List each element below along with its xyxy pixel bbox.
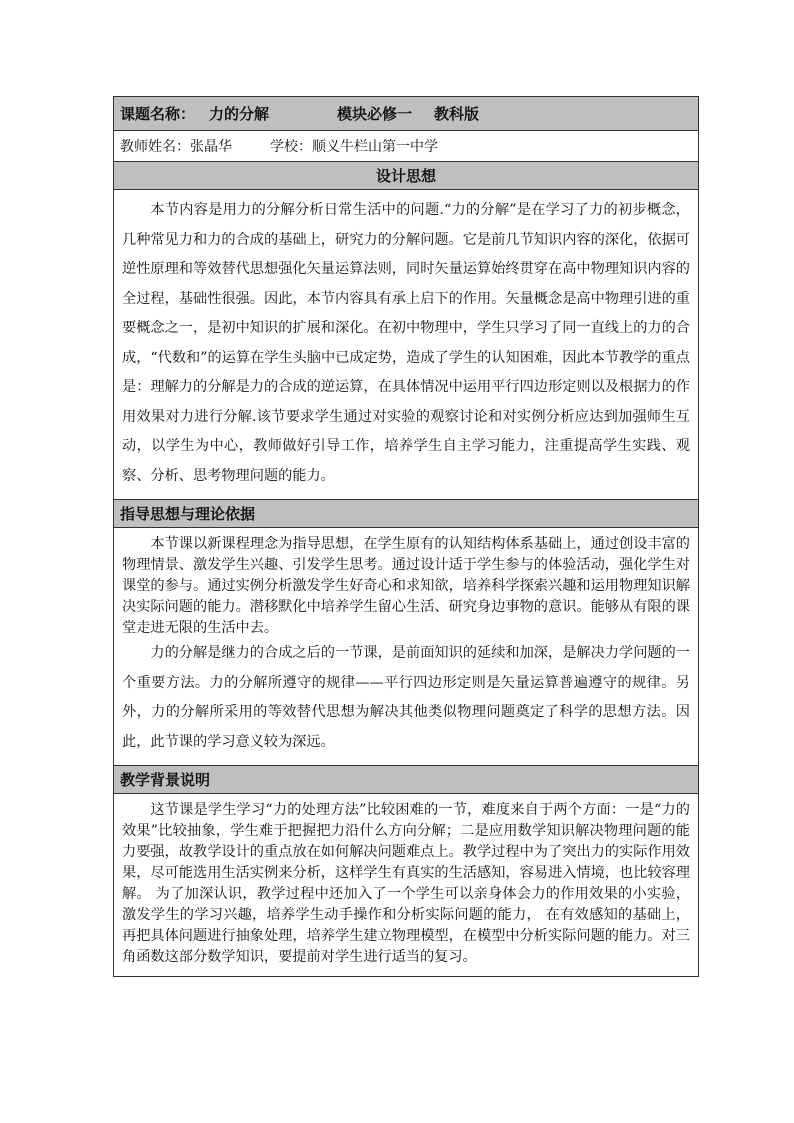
lesson-plan-table xyxy=(113,96,699,977)
guiding-paragraph-2: 力的分解是继力的合成之后的一节课，是前面知识的延续和加深，是解决力学问题的一个重要方法。力的分解所遵守的规律——平行四边形定则是矢量运算普遍遵守的规律。另外，力的分解所采用的等效替代思想为解决其他类似物理问题奠定了科学的思想方法。因此，此节课的学习意义较为深远。 xyxy=(122,645,690,750)
background-section-heading xyxy=(114,766,698,794)
background-section-body xyxy=(114,794,698,976)
guiding-section-heading xyxy=(114,500,698,528)
teacher-row xyxy=(114,131,698,162)
guiding-section-title: 指导思想与理论依据 xyxy=(120,505,256,523)
school-label: 学校： xyxy=(270,139,312,155)
guiding-paragraph-1: 本节课以新课程理念为指导思想，在学生原有的认知结构体系基础上，通过创设丰富的物理情景、激发学生兴趣、引发学生思考。通过设计适于学生参与的体验活动，强化学生对课堂的参与。通过实例分析激发学生好奇心和求知欲，培养科学探索兴趣和运用物理知识解决实际问题的能力。潜移默化中培养学生留心生活、研究身边事物的意识。能够从有限的课堂走进无限的生活中去。 xyxy=(122,536,690,636)
course-title-row xyxy=(114,97,698,131)
edition-name: 教科版 xyxy=(434,105,480,123)
guiding-section-body xyxy=(114,528,698,766)
teacher-name-label: 教师姓名： xyxy=(120,139,190,155)
design-paragraph-1: 本节内容是用力的分解分析日常生活中的问题.“力的分解”是在学习了力的初步概念，几种常见力和力的合成的基础上，研究力的分解问题。它是前几节知识内容的深化，依据可逆性原理和等效替代思想强化矢量运算法则，同时矢量运算始终贯穿在高中物理知识内容的全过程，基础性很强。因此，本节内容具有承上启下的作用。矢量概念是高中物理引进的重要概念之一，是初中知识的扩展和深化。在初中物理中，学生只学习了同一直线上的力的合成，“代数和”的运算在学生头脑中已成定势，造成了学生的认知困难，因此本节教学的重点是：理解力的分解是力的合成的逆运算，在具体情况中运用平行四边形定则以及根据力的作用效果对力进行分解.该节要求学生通过对实验的观察讨论和对实例分析应达到加强师生互动，以学生为中心，教师做好引导工作，培养学生自主学习能力，注重提高学生实践、观察、分析、思考物理问题的能力。 xyxy=(122,202,690,484)
school-name: 顺义牛栏山第一中学 xyxy=(312,139,438,155)
design-section-body xyxy=(114,190,698,500)
design-section-heading xyxy=(114,162,698,190)
module-name: 模块必修一 xyxy=(337,105,413,123)
course-name: 力的分解 xyxy=(209,105,270,123)
background-section-title: 教学背景说明 xyxy=(120,771,211,789)
teacher-name: 张晶华 xyxy=(190,139,232,155)
background-paragraph-1: 这节课是学生学习“力的处理方法”比较困难的一节，难度来自于两个方面：一是“力的效果”比较抽象，学生难于把握把力沿什么方向分解；二是应用数学知识解决物理问题的能力要强，故教学设计的重点放在如何解决问题难点上。教学过程中为了突出力的实际作用效果，尽可能选用生活实例来分析，这样学生有真实的生活感知，容易进入情境，也比较容理解。 为了加深认识，教学过程中还加入了一个学生可以亲身体会力的作用效果的小实验，激发学生的学习兴趣，培养学生动手操作和分析实际问题的能力， 在有效感知的基础上，再把具体问题进行抽象处理，培养学生建立物理模型，在模型中分析实际问题的能力。对三角函数这部分数学知识，要提前对学生进行适当的复习。 xyxy=(122,802,690,965)
course-label: 课题名称： xyxy=(120,105,196,123)
design-section-title: 设计思想 xyxy=(375,167,436,185)
